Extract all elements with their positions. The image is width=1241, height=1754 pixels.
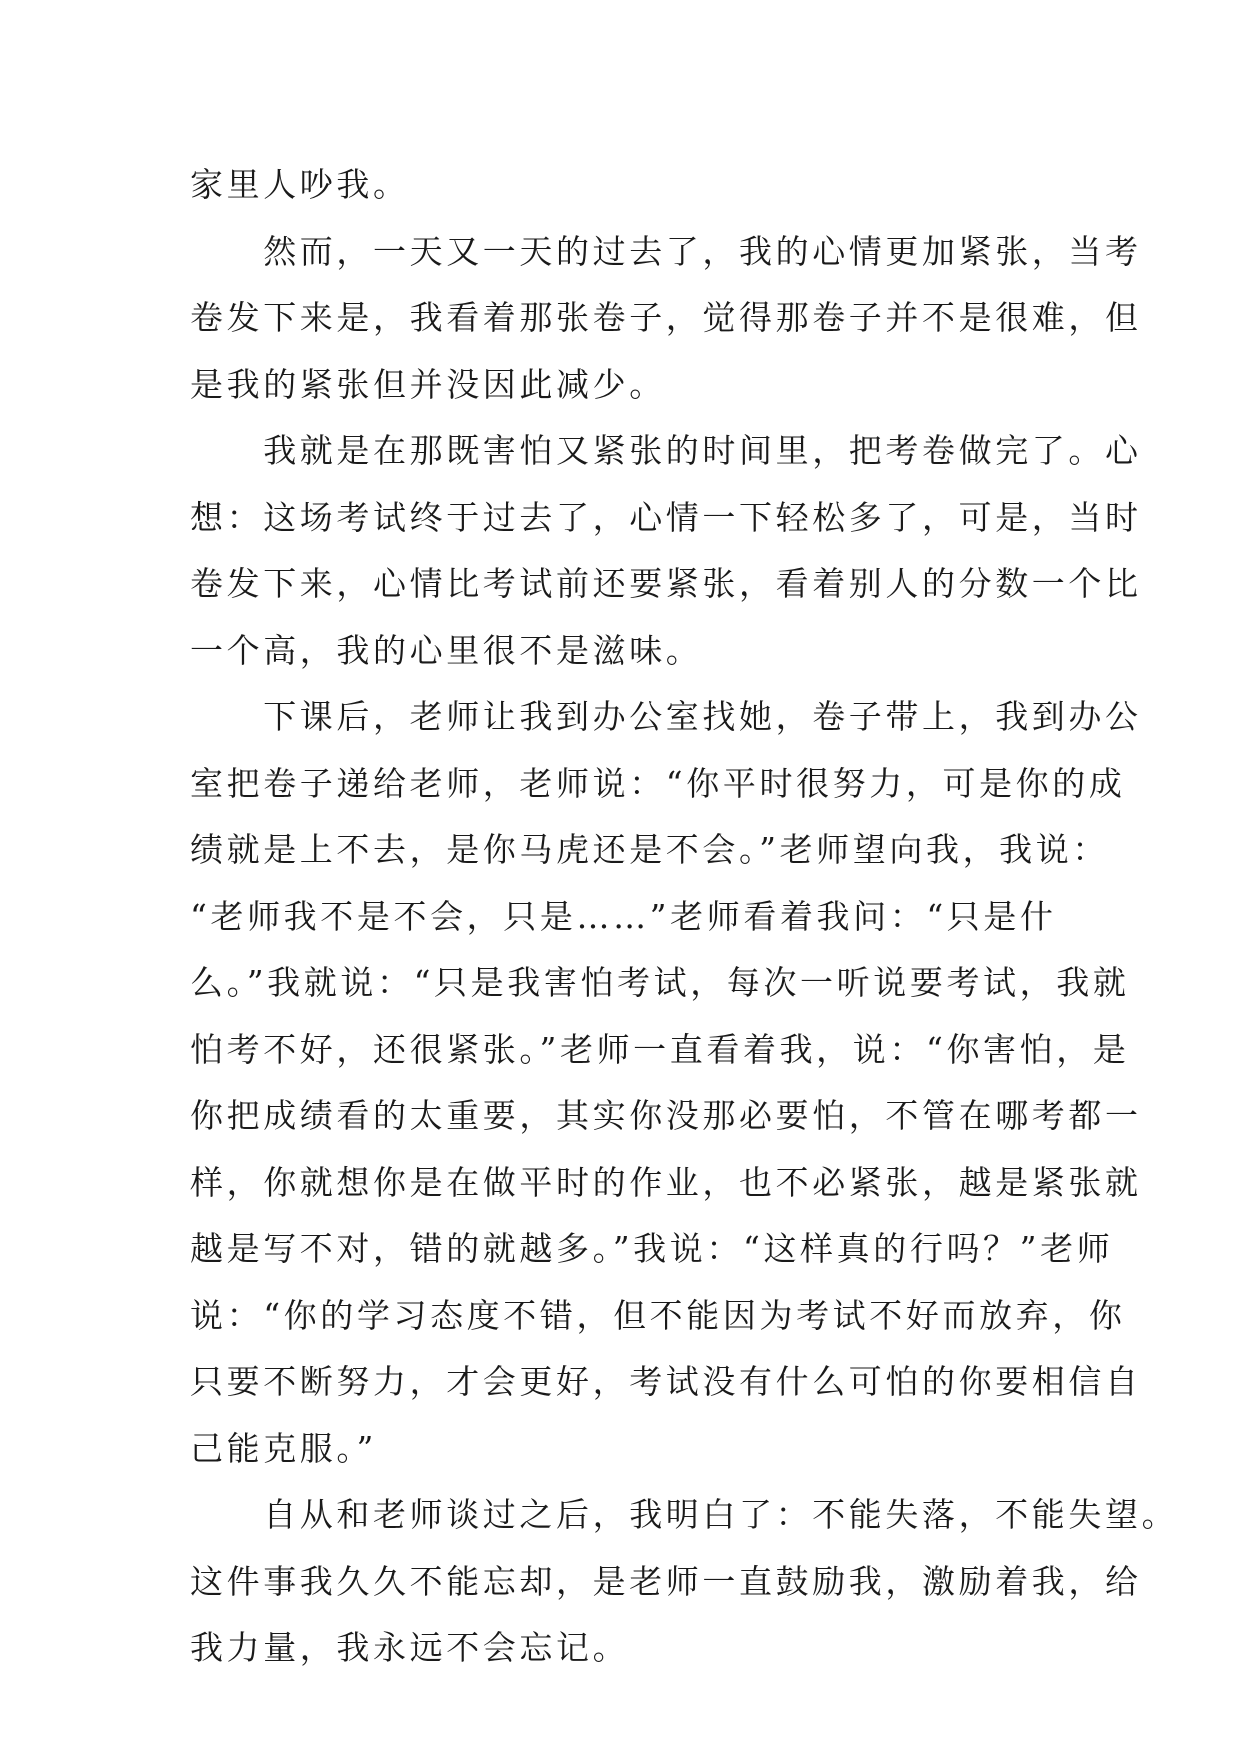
text-line: 是我的紧张但并没因此减少。 <box>190 364 666 404</box>
text-line: 绩就是上不去，是你马虎还是不会。”老师望向我，我说： <box>190 830 1109 869</box>
text-line: 越是写不对，错的就越多。”我说：“这样真的行吗？”老师 <box>190 1229 1114 1268</box>
text-line: 下课后，老师让我到办公室找她，卷子带上，我到办公 <box>190 697 1142 736</box>
text-line: 自从和老师谈过之后，我明白了：不能失落，不能失望。 <box>190 1495 1179 1534</box>
text-line: 一个高，我的心里很不是滋味。 <box>190 630 703 670</box>
text-line: 卷发下来，心情比考试前还要紧张，看着别人的分数一个比 <box>190 564 1142 603</box>
text-line: 家里人吵我。 <box>190 165 410 204</box>
text-line: 室把卷子递给老师，老师说：“你平时很努力，可是你的成 <box>190 763 1126 803</box>
text-line: 然而，一天又一天的过去了，我的心情更加紧张，当考 <box>190 231 1142 271</box>
text-line: “老师我不是不会，只是……”老师看着我问：“只是什 <box>190 896 1057 936</box>
document-body <box>190 152 1179 1682</box>
text-line: 说：“你的学习态度不错，但不能因为考试不好而放弃，你 <box>190 1295 1126 1335</box>
text-line: 这件事我久久不能忘却，是老师一直鼓励我，激励着我，给 <box>190 1561 1142 1601</box>
text-line: 怕考不好，还很紧张。”老师一直看着我，说：“你害怕，是 <box>190 1029 1130 1069</box>
text-line: 我就是在那既害怕又紧张的时间里，把考卷做完了。心 <box>190 431 1142 470</box>
text-line: 己能克服。” <box>190 1428 377 1468</box>
text-line: 我力量，我永远不会忘记。 <box>190 1628 630 1667</box>
text-line: 样，你就想你是在做平时的作业，也不必紧张，越是紧张就 <box>190 1162 1142 1202</box>
text-line: 只要不断努力，才会更好，考试没有什么可怕的你要相信自 <box>190 1362 1142 1401</box>
text-line: 么。”我就说：“只是我害怕考试，每次一听说要考试，我就 <box>190 963 1130 1002</box>
text-line: 想：这场考试终于过去了，心情一下轻松多了，可是，当时 <box>190 497 1142 537</box>
text-line: 卷发下来是，我看着那张卷子，觉得那卷子并不是很难，但 <box>190 298 1142 337</box>
text-line: 你把成绩看的太重要，其实你没那必要怕，不管在哪考都一 <box>190 1096 1142 1135</box>
